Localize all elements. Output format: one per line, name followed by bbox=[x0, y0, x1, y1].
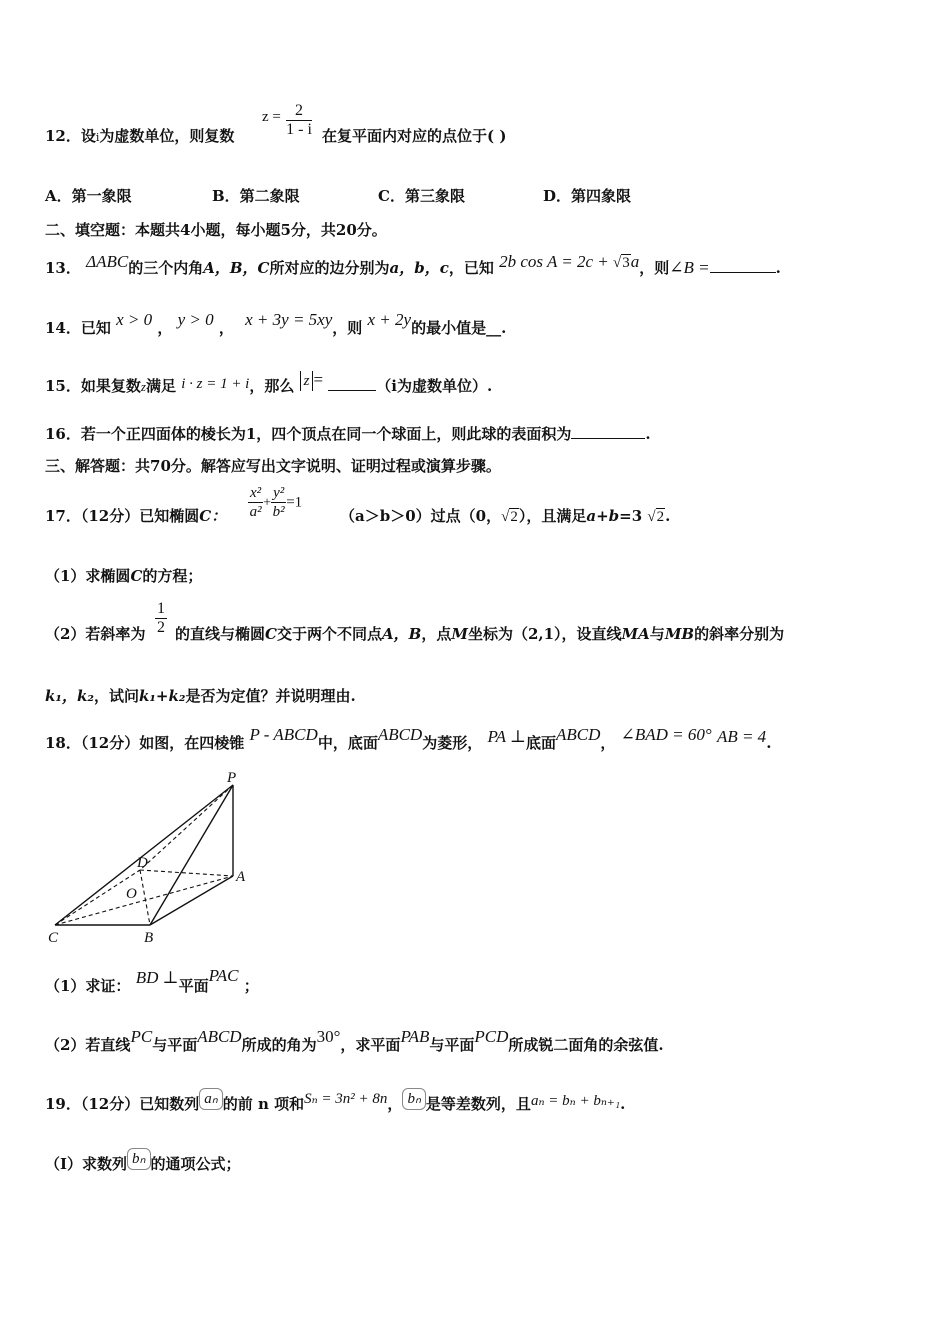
label-A: A bbox=[236, 869, 246, 885]
q13-answer-blank bbox=[710, 258, 776, 273]
q12-option-c: C．第三象限 bbox=[378, 187, 465, 205]
section-heading-fill-in: 二、填空题：本题共4小题，每小题5分，共20分。 bbox=[45, 221, 387, 239]
q19-line: 19．（12分）已知数列 aₙ 的前 n 项和Sₙ = 3n² + 8n， bₙ 是等差数列，且aₙ = bₙ + bₙ₊₁. bbox=[45, 1094, 625, 1116]
diag-DB bbox=[140, 870, 150, 925]
q12-option-d: D．第四象限 bbox=[543, 187, 632, 205]
edge-PD bbox=[140, 785, 233, 870]
label-C: C bbox=[48, 930, 59, 946]
q17-half-fraction: $\frac{1}{2}$ bbox=[157, 600, 165, 636]
q16-line: 16．若一个正四面体的棱长为1，四个顶点在同一个球面上，则此球的表面积为 . bbox=[45, 425, 651, 443]
q12-line: 12．设i为虚数单位，则复数 bbox=[45, 127, 235, 145]
diag-CA bbox=[55, 876, 233, 925]
q12-formula: z = $\frac{2}{1 - i}$ bbox=[262, 102, 312, 138]
q17-part1: （1）求椭圆C的方程； bbox=[45, 567, 203, 585]
label-B: B bbox=[144, 930, 154, 946]
q17-line: 17．（12分）已知椭圆C： bbox=[45, 507, 227, 525]
q17-part2-rest: 的直线与椭圆C交于两个不同点A，B，点M坐标为（2,1），设直线MA与MB的斜率分别为 bbox=[175, 625, 785, 643]
q18-part1: （1）求证： BD ⊥平面PAC ； bbox=[45, 966, 259, 995]
edge-DA bbox=[140, 870, 233, 876]
q15-line: 15．如果复数z满足 i · z = 1 + i，那么 z = （i为虚数单位）. bbox=[45, 370, 493, 395]
q12-tail: 在复平面内对应的点位于( ) bbox=[322, 127, 507, 145]
label-P: P bbox=[227, 770, 237, 786]
q16-answer-blank bbox=[571, 424, 645, 439]
q15-answer-blank bbox=[328, 376, 376, 391]
q12-option-a: A．第一象限 bbox=[45, 187, 132, 205]
edge-BA bbox=[150, 876, 233, 925]
q12-fraction: $\frac{2}{1 - i}$ bbox=[286, 102, 312, 138]
q18-part2: （2）若直线PC与平面ABCD所成的角为30°，求平面PAB与平面PCD所成锐二面角的余弦值. bbox=[45, 1027, 664, 1054]
q17-condition: （a＞b＞0）过点（0，√2），且满足a+b=3 √2. bbox=[340, 507, 671, 525]
edge-PB bbox=[150, 785, 233, 925]
label-O: O bbox=[126, 886, 137, 902]
section-heading-solutions: 三、解答题：共70分。解答应写出文字说明、证明过程或演算步骤。 bbox=[45, 457, 501, 475]
q18-line: 18．（12分）如图，在四棱锥 P - ABCD中，底面ABCD为菱形， PA ⊥底面ABCD， ∠BAD = 60° AB = 4. bbox=[45, 725, 772, 752]
q19-part1: （Ⅰ）求数列 bₙ 的通项公式； bbox=[45, 1154, 241, 1176]
q12-option-b: B．第二象限 bbox=[212, 187, 300, 205]
q13-line: 13． ΔABC的三个内角A，B，C所对应的边分别为a，b，c，已知 2b cos A = 2c + √3a，则∠B = . bbox=[45, 252, 781, 277]
q17-part2: （2）若斜率为 bbox=[45, 625, 146, 643]
q17-part2-cont: k₁，k₂，试问k₁+k₂是否为定值？并说明理由. bbox=[45, 687, 356, 705]
q17-ellipse-formula: $\frac{\text{x²}}{\text{a²}}$ + $\frac{\text{y²}}{\text{b²}}$ =1 bbox=[249, 485, 303, 520]
q12-number: 12． bbox=[45, 127, 81, 145]
q14-line: 14．已知 x > 0 ， y > 0 ， x + 3y = 5xy，则 x + 2y的最小值是__. bbox=[45, 310, 507, 337]
pyramid-figure bbox=[40, 770, 260, 950]
label-D: D bbox=[137, 855, 148, 871]
